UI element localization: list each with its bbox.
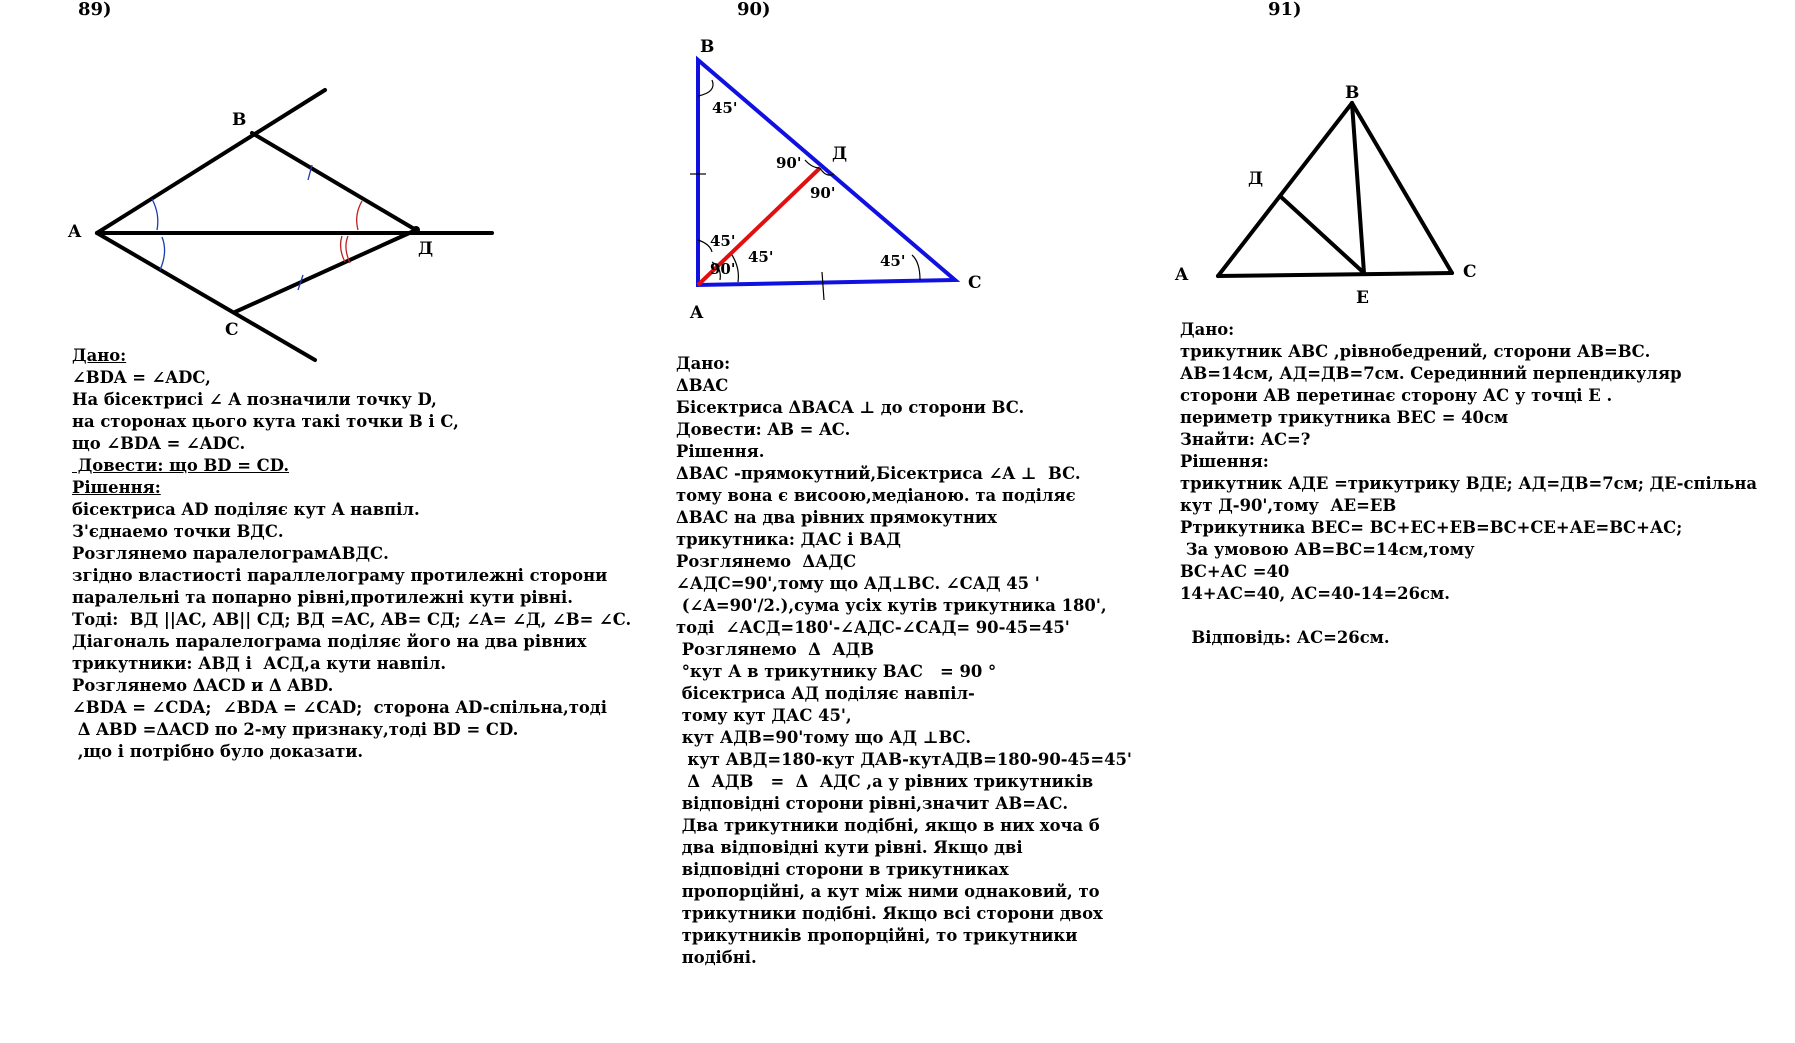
problem91-line: АВ=14см, АД=ДВ=7см. Серединний перпендикуляр — [1180, 364, 1682, 383]
problem89-line: Дано: — [72, 346, 127, 365]
problem-90-number: 90) — [737, 0, 771, 20]
figure-91 — [1218, 103, 1452, 276]
problem90-line: тоді ∠АСД=180'-∠АДС-∠САД= 90-45=45' — [676, 618, 1070, 637]
angle-90-b: 45' — [712, 99, 738, 117]
problem91-line: трикутник АДЕ =трикутрику ВДЕ; АД=ДВ=7см; ДЕ-спільна — [1180, 474, 1757, 493]
problem90-line: Розглянемо ΔАДС — [676, 552, 857, 571]
problem89-line: на сторонах цього кута такі точки B і C, — [72, 412, 459, 431]
problem-89-number: 89) — [78, 0, 112, 20]
problem90-line: Розглянемо Δ АДВ — [676, 640, 875, 659]
problem89-line: ∠BDA = ∠CDA; ∠BDA = ∠CAD; сторона AD-спільна,тоді — [72, 698, 607, 717]
problem90-line: ∠АДС=90',тому що АД⊥BC. ∠САД 45 ' — [676, 574, 1040, 593]
label-91-a: A — [1175, 265, 1189, 285]
problem90-line: Δ АДВ = Δ АДС ,а у рівних трикутників — [676, 772, 1094, 791]
point-d-dot — [412, 226, 420, 234]
problem90-line: трикутника: ДАС і ВАД — [676, 530, 902, 549]
problem91-line: периметр трикутника ВЕС = 40см — [1180, 408, 1509, 427]
problem90-line: ΔBAC на два рівних прямокутних — [676, 508, 997, 527]
problem90-line: трикутників пропорційні, то трикутники — [676, 926, 1078, 945]
problem89-line: Довести: що BD = CD. — [72, 456, 290, 475]
problem90-line: пропорційні, а кут між ними однаковий, то — [676, 882, 1100, 901]
problem89-line: Δ ABD =ΔACD по 2-му признаку,тоді BD = CD. — [72, 720, 519, 739]
ray-ac — [97, 233, 315, 360]
problem89-line: З'єднаемо точки ВДС. — [72, 522, 284, 541]
problem91-line: Дано: — [1180, 320, 1235, 339]
problem89-line: Розглянемо ΔACD и Δ ABD. — [72, 676, 334, 695]
problem90-line: кут АВД=180-кут ДАВ-кутАДВ=180-90-45=45' — [676, 750, 1132, 769]
label-91-e: E — [1356, 288, 1369, 308]
label-90-a: A — [690, 303, 704, 323]
segment-de — [1280, 196, 1364, 273]
problem90-line: (∠A=90'/2.),сума усіх кутів трикутника 180', — [676, 596, 1107, 615]
problem89-line: ∠BDA = ∠ADC, — [72, 368, 211, 387]
problem91-line: За умовою АВ=ВС=14см,тому — [1180, 540, 1475, 559]
label-91-d: Д — [1248, 169, 1264, 189]
problem89-line: Тоді: ВД ||AC, AB|| СД; ВД =AC, AB= СД; ∠A= ∠Д, ∠B= ∠C. — [72, 610, 632, 629]
base-ac — [1218, 273, 1452, 276]
figure-89 — [97, 90, 492, 360]
problem91-line: Рішення: — [1180, 452, 1269, 471]
label-91-b: B — [1345, 83, 1360, 103]
problem89-line: що ∠BDA = ∠ADC. — [72, 434, 246, 453]
problem90-line: Рішення. — [676, 442, 765, 461]
problem-91-solution — [1180, 319, 1757, 649]
angle-90-d-top: 90' — [776, 154, 802, 172]
label-90-b: B — [700, 37, 715, 57]
problem91-line: Знайти: АС=? — [1180, 430, 1311, 449]
ray-ab — [97, 90, 325, 233]
angle-90-a-bottom: 90' — [710, 260, 736, 278]
triangle-bac — [698, 60, 955, 285]
problem91-line: ВС+АС =40 — [1180, 562, 1290, 581]
problem90-line: Два трикутники подібні, якщо в них хоча б — [676, 816, 1100, 835]
label-89-a: A — [68, 222, 82, 242]
problem89-line: паралельні та попарно рівні,протилежні кути рівні. — [72, 588, 573, 607]
label-89-b: B — [232, 110, 247, 130]
problem90-line: ΔBAC — [676, 376, 729, 395]
problem91-line: кут Д-90',тому АЕ=ЕВ — [1180, 496, 1397, 515]
problem90-line: тому кут ДАС 45', — [676, 706, 852, 725]
problem89-line: трикутники: АВД і АСД,а кути навпіл. — [72, 654, 447, 673]
problem-91-number: 91) — [1268, 0, 1302, 20]
problem89-line: На бісектрисі ∠ A позначили точку D, — [72, 390, 437, 409]
problem90-line: Дано: — [676, 354, 731, 373]
problem90-line: ΔBAC -прямокутний,Бісектриса ∠A ⊥ BC. — [676, 464, 1081, 483]
label-89-c: C — [225, 320, 239, 340]
angle-90-a-top: 45' — [710, 232, 736, 250]
angle-90-d-bottom: 90' — [810, 184, 836, 202]
problem89-line: бісектриса AD поділяє кут A навпіл. — [72, 500, 420, 519]
problem90-line: кут АДВ=90'тому що АД ⊥ВС. — [676, 728, 972, 747]
label-89-d: Д — [418, 239, 434, 259]
problem89-line: Діагональ паралелограма поділяє його на два рівних — [72, 632, 587, 651]
problem91-line: Ртрикутника ВЕС= ВС+ЕС+ЕВ=ВС+СЕ+АЕ=ВС+АС; — [1180, 518, 1683, 537]
side-bc — [1352, 103, 1452, 273]
problem91-line: 14+АС=40, АС=40-14=26см. — [1180, 584, 1450, 603]
problem90-line: °кут А в трикутнику ВАС = 90 ° — [676, 662, 997, 681]
side-ab — [1218, 103, 1352, 276]
problem91-line — [1180, 605, 1757, 627]
problem91-line: Відповідь: АС=26см. — [1180, 628, 1390, 647]
angle-90-a-mid: 45' — [748, 248, 774, 266]
problem89-line: Розглянемо паралелограмАВДС. — [72, 544, 389, 563]
segment-be — [1352, 103, 1364, 273]
label-91-c: C — [1463, 262, 1477, 282]
problem90-line: відповідні сторони в трикутниках — [676, 860, 1009, 879]
problem-90-solution — [676, 353, 1132, 969]
problem90-line: бісектриса АД поділяє навпіл- — [676, 684, 975, 703]
problem89-line: ,що і потрібно було доказати. — [72, 742, 364, 761]
problem-89-solution — [72, 345, 631, 763]
problem90-line: тому вона є висоою,медіаною. та поділяє — [676, 486, 1076, 505]
angle-90-c: 45' — [880, 252, 906, 270]
problem91-line: трикутник АВС ,рівнобедрений, сторони АВ=ВС. — [1180, 342, 1651, 361]
problem90-line: Бісектриса ΔBACA ⊥ до сторони BC. — [676, 398, 1025, 417]
problem90-line: два відповідні кути рівні. Якщо дві — [676, 838, 1023, 857]
problem90-line: трикутники подібні. Якщо всі сторони двох — [676, 904, 1103, 923]
problem90-line: подібні. — [676, 948, 757, 967]
problem90-line: відповідні сторони рівні,значит АВ=АС. — [676, 794, 1069, 813]
segment-bd — [252, 133, 416, 230]
label-90-c: C — [968, 273, 982, 293]
problem90-line: Довести: AB = AC. — [676, 420, 851, 439]
segment-cd — [235, 230, 416, 312]
problem89-line: згідно властиості параллелограму протилежні сторони — [72, 566, 608, 585]
label-90-d: Д — [832, 144, 848, 164]
problem91-line: сторони АВ перетинає сторону АС у точці Е . — [1180, 386, 1613, 405]
problem89-line: Рішення: — [72, 478, 161, 497]
